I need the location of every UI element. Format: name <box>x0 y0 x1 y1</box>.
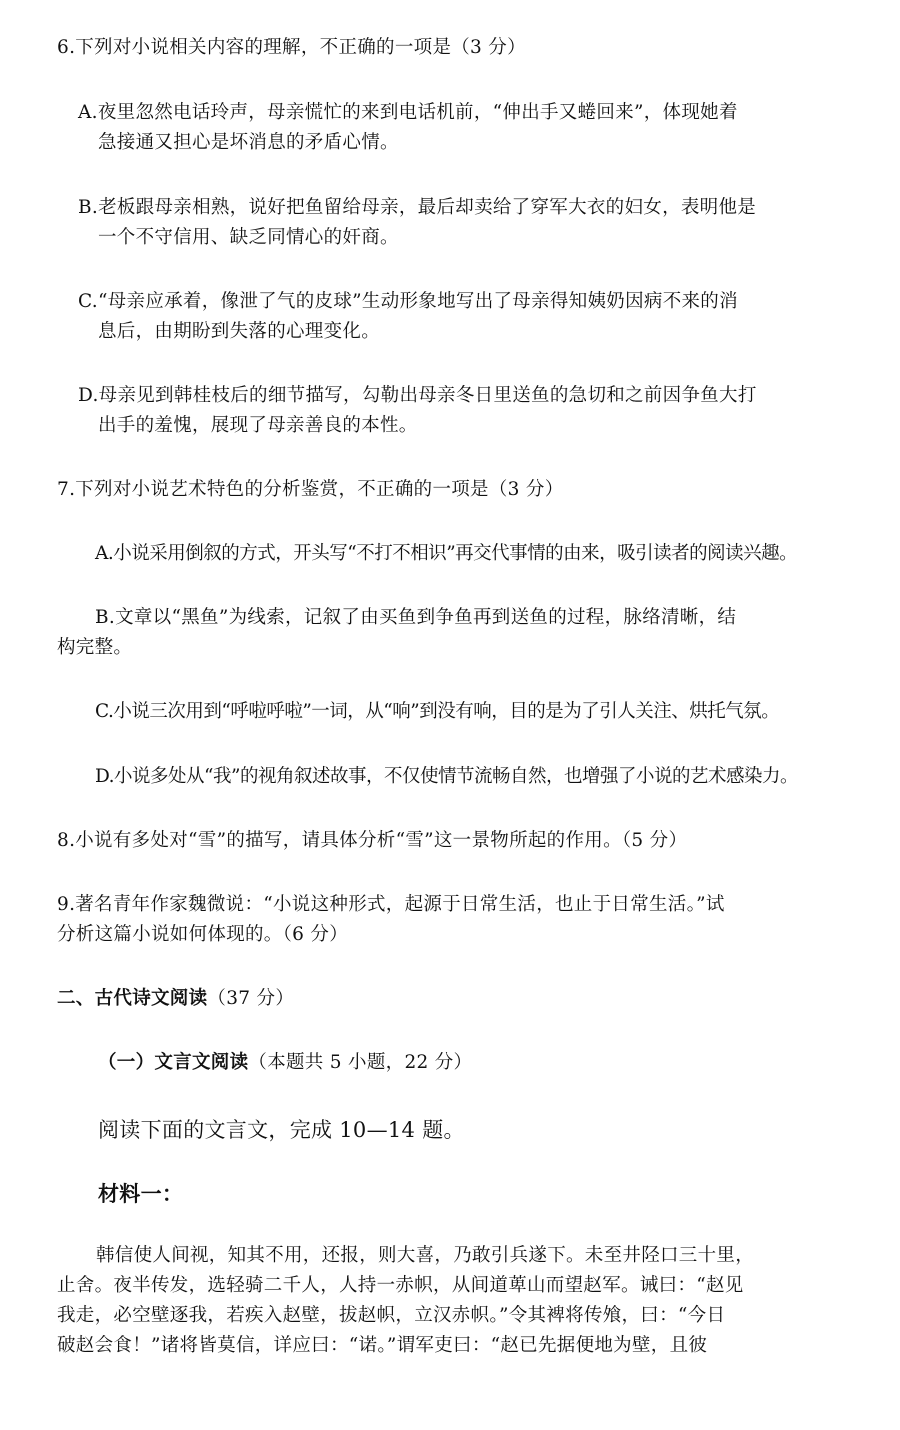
q7-option-a: A.小说采用倒叙的方式，开头写“不打不相识”再交代事情的由来，吸引读者的阅读兴趣。 <box>95 543 798 564</box>
q6-option-c-line2: 息后，由期盼到失落的心理变化。 <box>98 321 381 342</box>
subsection-heading-title: （一）文言文阅读 <box>98 1052 249 1073</box>
q6-stem: 6.下列对小说相关内容的理解，不正确的一项是（3 分） <box>57 37 526 58</box>
passage-line-4: 破赵会食！”诸将皆莫信，详应曰：“诺。”谓军吏曰：“赵已先据便地为壁，且彼 <box>57 1335 708 1356</box>
q7-option-b-line1: B.文章以“黑鱼”为线索，记叙了由买鱼到争鱼再到送鱼的过程，脉络清晰，结 <box>95 607 737 628</box>
q7-option-c: C.小说三次用到“呼啦呼啦”一词，从“响”到没有响，目的是为了引人关注、烘托气氛。 <box>95 701 780 722</box>
q6-option-d-line2: 出手的羞愧，展现了母亲善良的本性。 <box>98 415 418 436</box>
q6-option-c-line1: C.“母亲应承着，像泄了气的皮球”生动形象地写出了母亲得知姨奶因病不来的消 <box>78 291 738 312</box>
passage-line-1: 韩信使人间视，知其不用，还报，则大喜，乃敢引兵遂下。未至井陉口三十里， <box>96 1245 755 1266</box>
q6-option-b-line2: 一个不守信用、缺乏同情心的奸商。 <box>98 227 399 248</box>
q6-option-b-line1: B.老板跟母亲相熟，说好把鱼留给母亲，最后却卖给了穿军大衣的妇女，表明他是 <box>78 197 757 218</box>
material-label: 材料一： <box>98 1181 184 1206</box>
subsection-heading-note: （本题共 5 小题，22 分） <box>248 1052 473 1073</box>
q6-option-a-line2: 急接通又担心是坏消息的矛盾心情。 <box>98 132 399 153</box>
q6-option-d-line1: D.母亲见到韩桂枝后的细节描写，勾勒出母亲冬日里送鱼的急切和之前因争鱼大打 <box>78 385 757 406</box>
q9-stem-line2: 分析这篇小说如何体现的。（6 分） <box>57 924 349 945</box>
subsection-heading <box>98 1051 472 1075</box>
q6-option-a-line1: A.夜里忽然电话玲声，母亲慌忙的来到电话机前，“伸出手又蜷回来”，体现她着 <box>78 102 738 123</box>
passage-line-2: 止舍。夜半传发，选轻骑二千人，人持一赤帜，从间道萆山而望赵军。诫曰：“赵见 <box>57 1275 744 1296</box>
q7-stem: 7.下列对小说艺术特色的分析鉴赏，不正确的一项是（3 分） <box>57 479 564 500</box>
q7-option-d: D.小说多处从“我”的视角叙述故事，不仅使情节流畅自然，也增强了小说的艺术感染力。 <box>95 766 798 787</box>
section-heading <box>57 987 294 1011</box>
section-heading-score: （37 分） <box>207 988 295 1009</box>
q9-stem-line1: 9.著名青年作家魏微说：“小说这种形式，起源于日常生活，也止于日常生活。”试 <box>57 894 725 915</box>
q8-stem: 8.小说有多处对“雪”的描写，请具体分析“雪”这一景物所起的作用。（5 分） <box>57 830 688 851</box>
passage-line-3: 我走，必空壁逐我，若疾入赵壁，拔赵帜，立汉赤帜。”令其裨将传飧，曰：“今日 <box>57 1305 726 1326</box>
section-heading-title: 二、古代诗文阅读 <box>57 988 208 1009</box>
reading-instruction: 阅读下面的文言文，完成 10—14 题。 <box>98 1118 465 1142</box>
q7-option-b-line2: 构完整。 <box>57 637 133 658</box>
